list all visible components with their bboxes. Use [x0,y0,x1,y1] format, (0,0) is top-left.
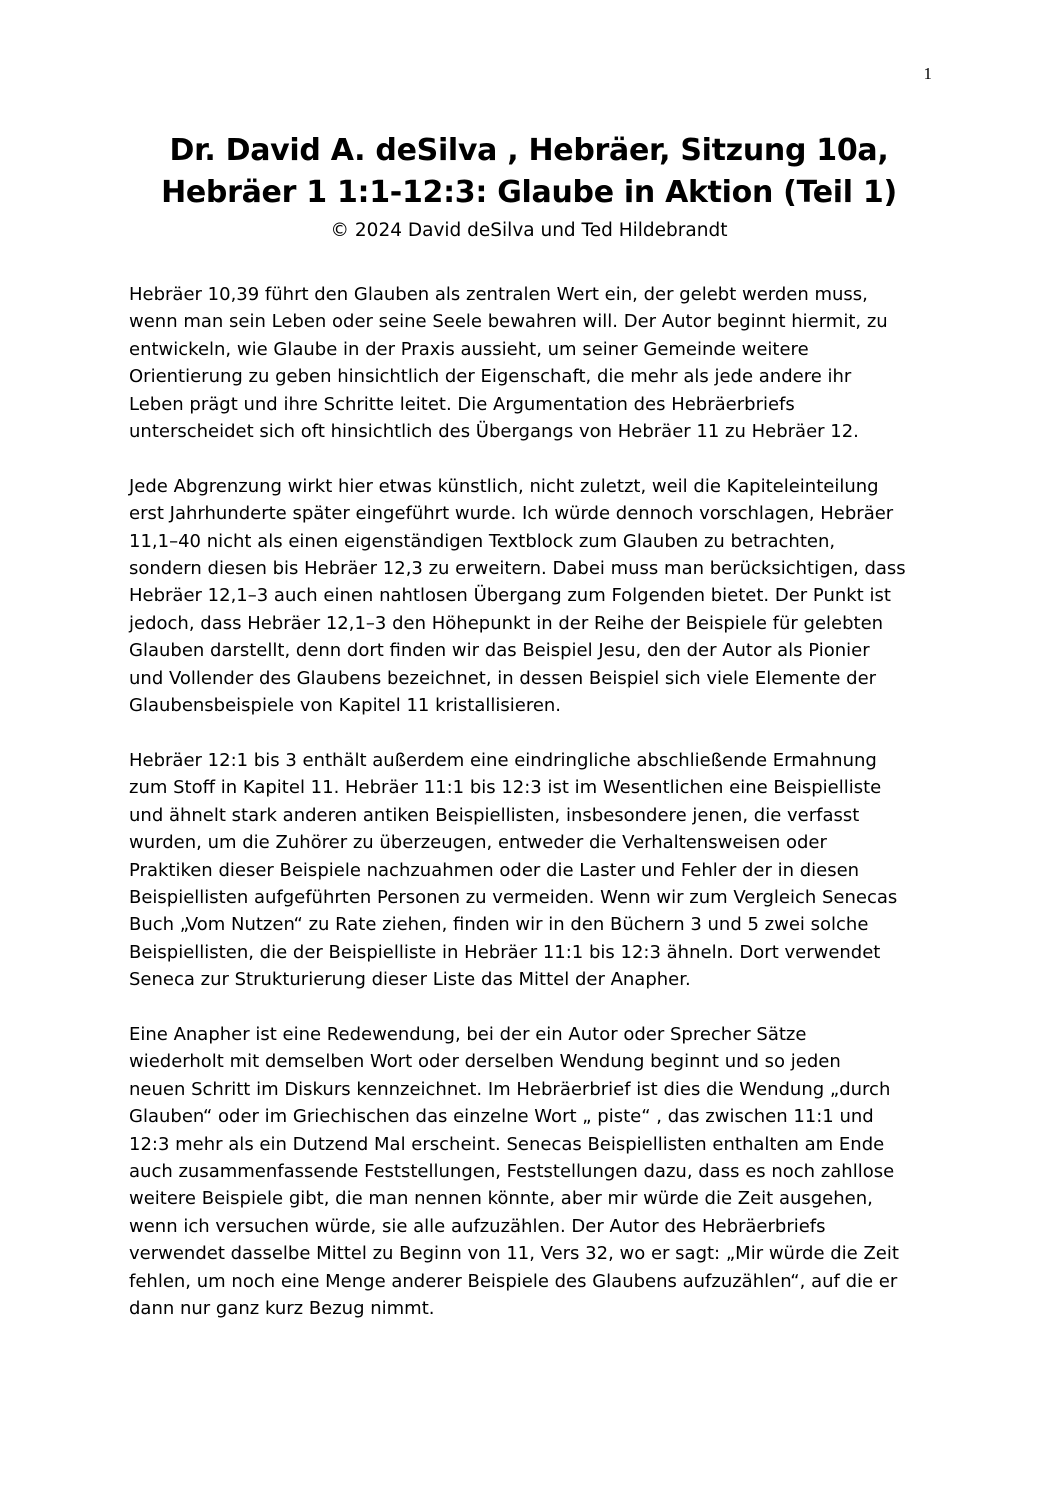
text-line: Beispiellisten, die der Beispielliste in Hebräer 11:1 bis 12:3 ähneln. Dort verwendet [129,941,881,963]
text-line: Buch „Vom Nutzen“ zu Rate ziehen, finden wir in den Büchern 3 und 5 zwei solche [129,914,869,936]
text-line: wiederholt mit demselben Wort oder derselben Wendung beginnt und so jeden [129,1051,841,1073]
text-line: neuen Schritt im Diskurs kennzeichnet. Im Hebräerbrief ist dies die Wendung „durch [129,1078,891,1100]
paragraph [129,1021,941,1322]
text-line: Glaubensbeispiele von Kapitel 11 kristallisieren. [129,695,562,717]
text-line: zum Stoff in Kapitel 11. Hebräer 11:1 bis 12:3 ist im Wesentlichen eine Beispielliste [129,777,882,799]
text-line: 11,1–40 nicht als einen eigenständigen Textblock zum Glauben zu betrachten, [129,530,836,552]
text-line: wenn ich versuchen würde, sie alle aufzuzählen. Der Autor des Hebräerbriefs [129,1215,826,1237]
text-line: Jede Abgrenzung wirkt hier etwas künstlich, nicht zuletzt, weil die Kapiteleinteilung [129,475,879,497]
body-text [129,281,941,1350]
page-number: 1 [923,64,932,83]
text-line: sondern diesen bis Hebräer 12,3 zu erweitern. Dabei muss man berücksichtigen, dass [129,558,906,580]
text-line: Orientierung zu geben hinsichtlich der Eigenschaft, die mehr als jede andere ihr [129,366,852,388]
text-line: weitere Beispiele gibt, die man nennen könnte, aber mir würde die Zeit ausgehen, [129,1188,873,1210]
text-line: 12:3 mehr als ein Dutzend Mal erscheint. Senecas Beispiellisten enthalten am Ende [129,1133,885,1155]
text-line: wurden, um die Zuhörer zu überzeugen, entweder die Verhaltensweisen oder [129,832,827,854]
text-line: verwendet dasselbe Mittel zu Beginn von 11, Vers 32, wo er sagt: „Mir würde die Zeit [129,1243,899,1265]
text-line: Hebräer 12:1 bis 3 enthält außerdem eine eindringliche abschließende Ermahnung [129,749,877,771]
text-line: dann nur ganz kurz Bezug nimmt. [129,1297,435,1319]
text-line: Glauben darstellt, denn dort finden wir das Beispiel Jesu, den der Autor als Pionier [129,640,870,662]
text-line: wenn man sein Leben oder seine Seele bewahren will. Der Autor beginnt hiermit, zu [129,311,888,333]
text-line: Beispiellisten aufgeführten Personen zu vermeiden. Wenn wir zum Vergleich Senecas [129,886,898,908]
text-line: Glauben“ oder im Griechischen das einzelne Wort „ piste“ , das zwischen 11:1 und [129,1106,874,1128]
title-line-1: Dr. David A. deSilva , Hebräer, Sitzung 10a, [169,133,889,168]
title-line-2: Hebräer 1 1:1-12:3: Glaube in Aktion (Teil 1) [161,175,897,210]
paragraph [129,281,941,445]
text-line: fehlen, um noch eine Menge anderer Beispiele des Glaubens aufzuzählen“, auf die er [129,1270,898,1292]
paragraph [129,473,941,720]
text-line: Eine Anapher ist eine Redewendung, bei der ein Autor oder Sprecher Sätze [129,1023,807,1045]
text-line: unterscheidet sich oft hinsichtlich des Übergangs von Hebräer 11 zu Hebräer 12. [129,421,859,443]
title-block [0,130,1058,246]
text-line: erst Jahrhunderte später eingeführt wurde. Ich würde dennoch vorschlagen, Hebräer [129,503,894,525]
paragraph [129,747,941,994]
text-line: Hebräer 12,1–3 auch einen nahtlosen Übergang zum Folgenden bietet. Der Punkt ist [129,585,891,607]
text-line: und ähnelt stark anderen antiken Beispiellisten, insbesondere jenen, die verfasst [129,804,860,826]
text-line: und Vollender des Glaubens bezeichnet, in dessen Beispiel sich viele Elemente der [129,667,877,689]
text-line: jedoch, dass Hebräer 12,1–3 den Höhepunkt in der Reihe der Beispiele für gelebten [129,612,884,634]
text-line: auch zusammenfassende Feststellungen, Feststellungen dazu, dass es noch zahllose [129,1160,895,1182]
text-line: Praktiken dieser Beispiele nachzuahmen oder die Laster und Fehler der in diesen [129,859,860,881]
text-line: entwickeln, wie Glaube in der Praxis aussieht, um seiner Gemeinde weitere [129,338,809,360]
text-line: Hebräer 10,39 führt den Glauben als zentralen Wert ein, der gelebt werden muss, [129,284,868,305]
text-line: Leben prägt und ihre Schritte leitet. Die Argumentation des Hebräerbriefs [129,393,795,415]
text-line: Seneca zur Strukturierung dieser Liste das Mittel der Anapher. [129,969,691,991]
copyright-notice: © 2024 David deSilva und Ted Hildebrandt [330,220,728,241]
